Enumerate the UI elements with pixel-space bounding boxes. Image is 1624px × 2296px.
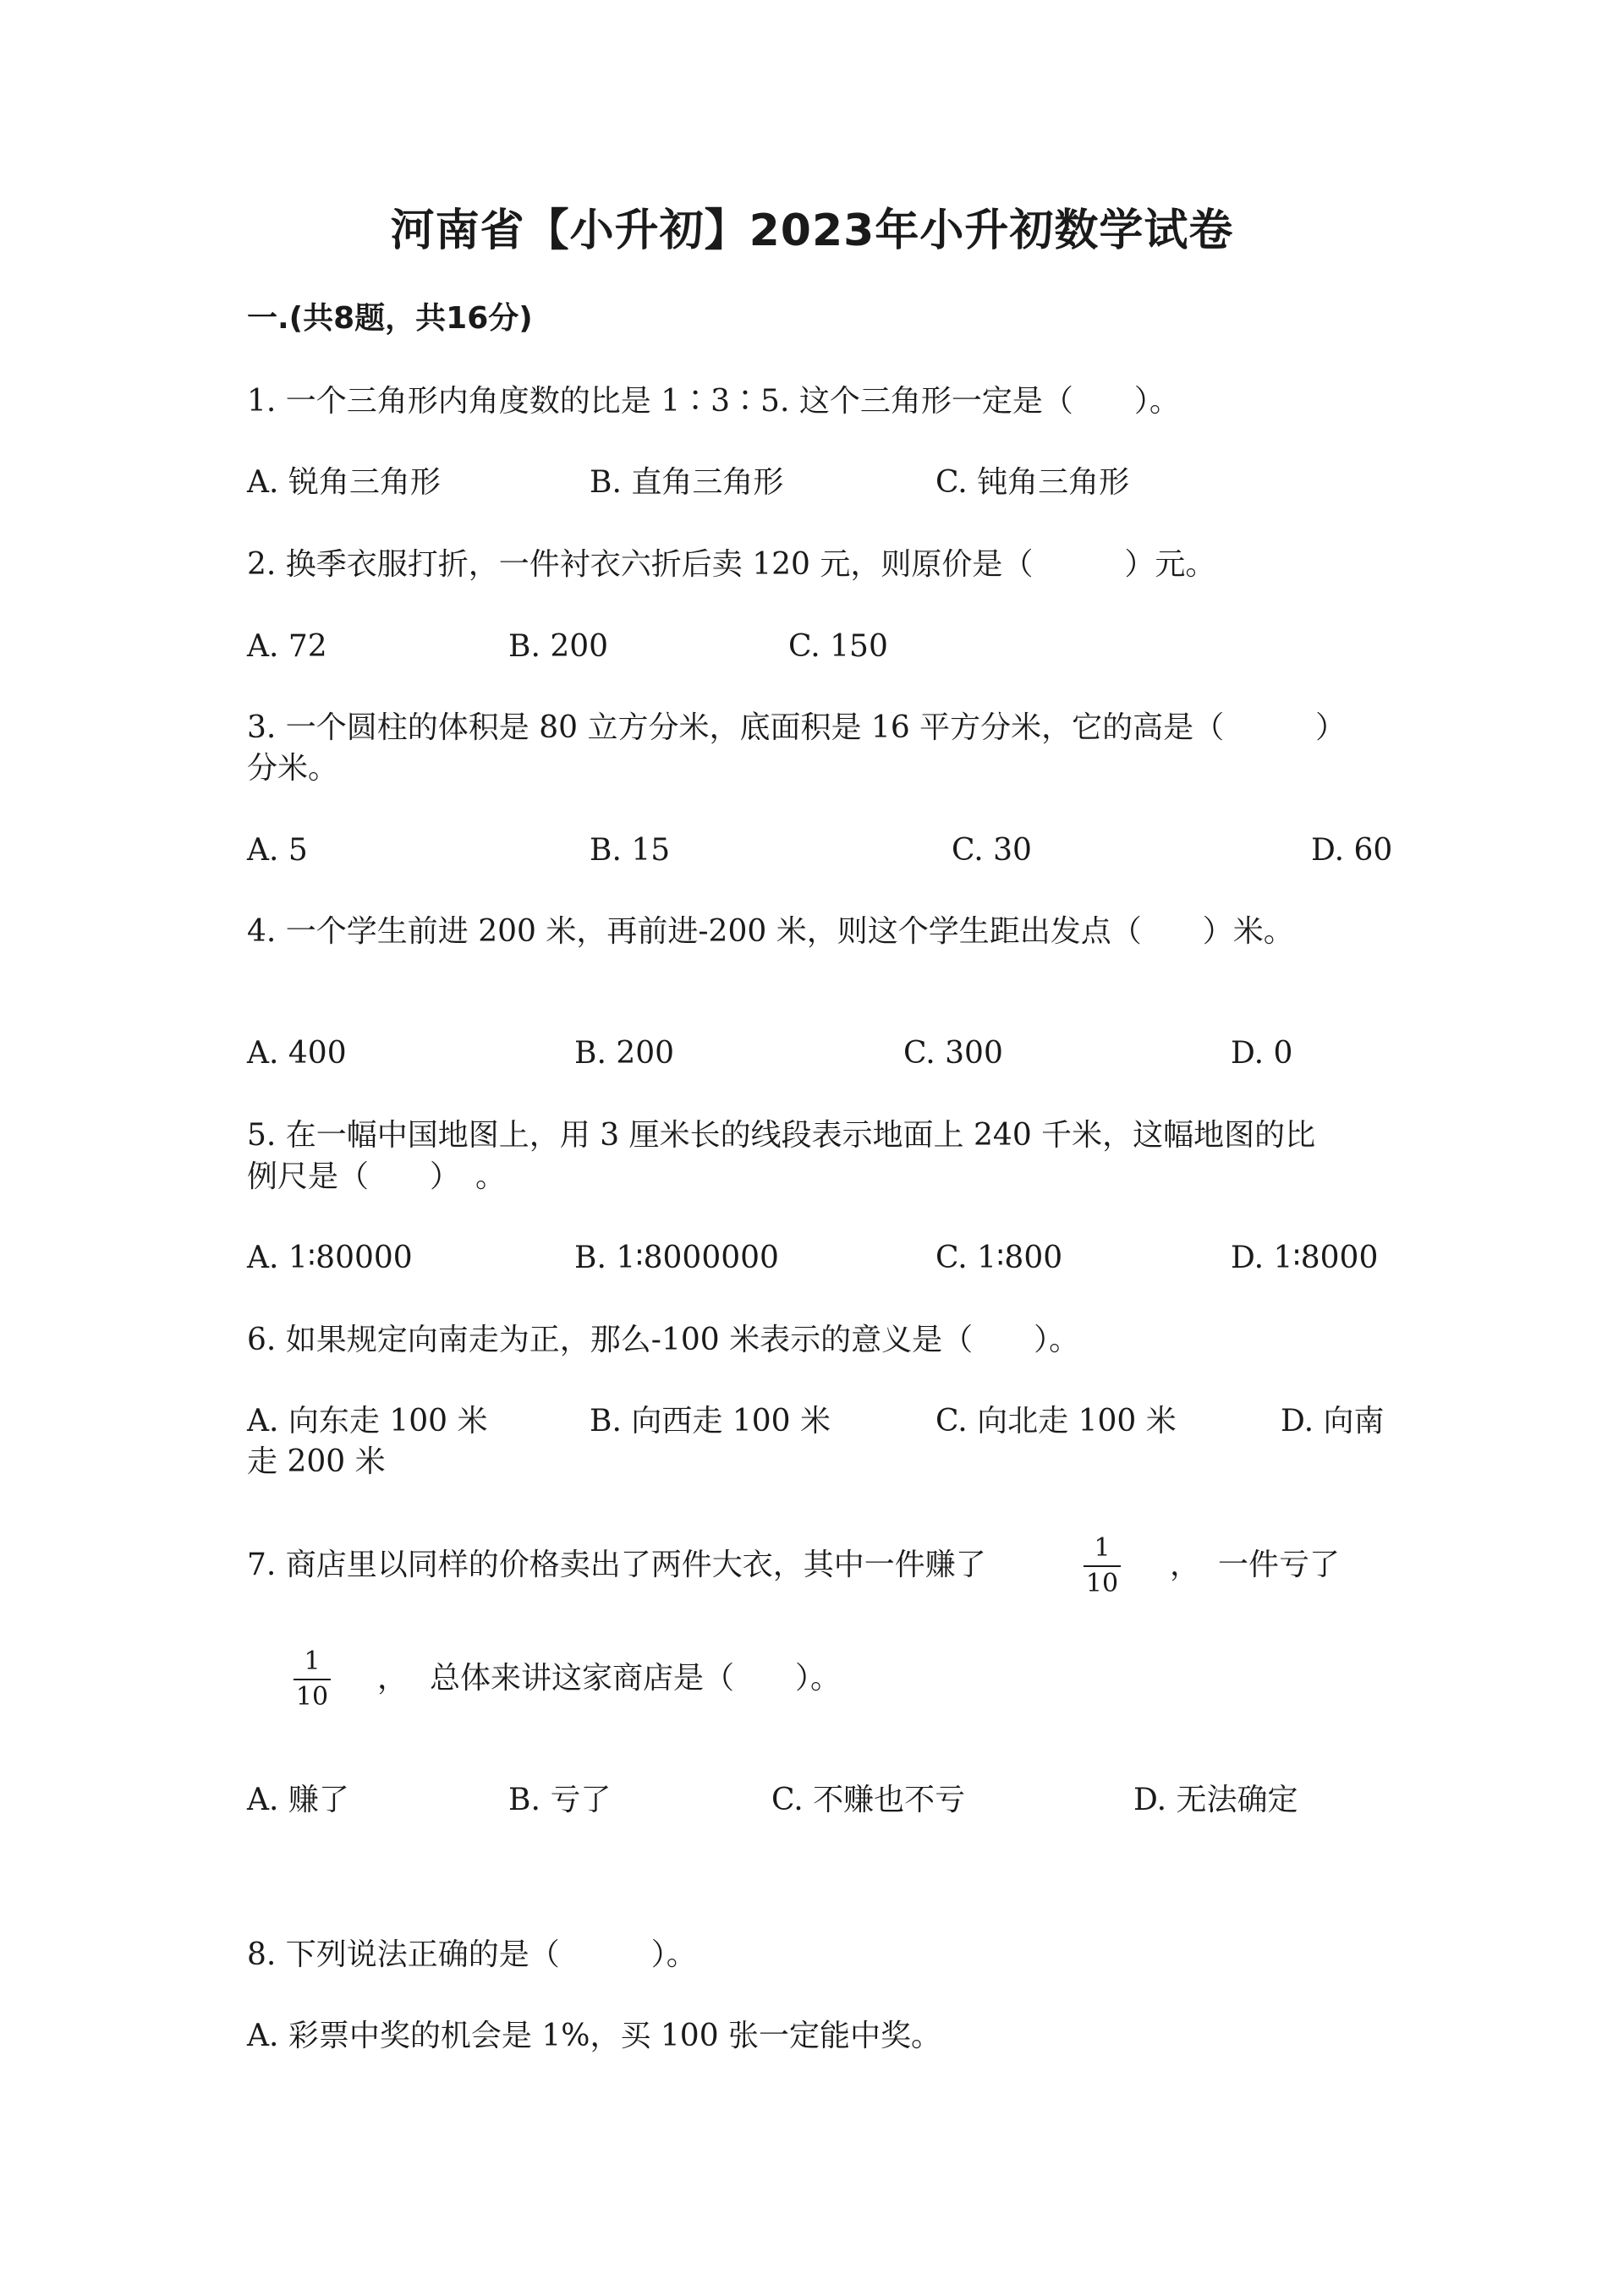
q7-option-a: A. 赚了: [247, 1783, 349, 1817]
q8-option-a: A. 彩票中奖的机会是 1%，买 100 张一定能中奖。: [247, 2019, 942, 2053]
q2-option-b: B. 200: [508, 629, 609, 664]
q2-option-c: C. 150: [788, 629, 888, 664]
question-6: 6. 如果规定向南走为正，那么-100 米表示的意义是（ ）。: [247, 1323, 1080, 1357]
q6-option-a: A. 向东走 100 米: [247, 1404, 488, 1438]
question-7-comma-2: ，: [377, 1661, 409, 1696]
q1-option-c: C. 钝角三角形: [935, 465, 1130, 500]
question-3-line-2: 分米。: [247, 751, 339, 786]
q4-option-b: B. 200: [574, 1036, 675, 1071]
fraction-denominator: 10: [1085, 1569, 1119, 1598]
q5-option-c: C. 1∶800: [935, 1241, 1063, 1275]
q1-option-b: B. 直角三角形: [590, 465, 784, 500]
q6-option-d-wrap: 走 200 米: [247, 1444, 386, 1479]
q6-option-c: C. 向北走 100 米: [935, 1404, 1177, 1438]
q6-option-b: B. 向西走 100 米: [590, 1404, 831, 1438]
question-1: 1. 一个三角形内角度数的比是 1∶3∶5. 这个三角形一定是（ ）。: [247, 384, 1180, 419]
fraction-denominator: 10: [295, 1682, 329, 1712]
q4-option-a: A. 400: [247, 1036, 347, 1071]
question-7-comma-1: ，: [1170, 1548, 1201, 1582]
question-2: 2. 换季衣服打折，一件衬衣六折后卖 120 元，则原价是（ ）元。: [247, 547, 1216, 582]
q7-option-c: C. 不赚也不亏: [771, 1783, 966, 1817]
q3-option-a: A. 5: [247, 833, 308, 868]
q3-option-b: B. 15: [590, 833, 671, 868]
q4-option-d: D. 0: [1231, 1036, 1293, 1071]
question-7-text-b: 一件亏了: [1218, 1548, 1341, 1582]
question-4: 4. 一个学生前进 200 米，再前进-200 米，则这个学生距出发点（ ）米。: [247, 914, 1294, 949]
q2-option-a: A. 72: [247, 629, 327, 664]
q5-option-d: D. 1∶8000: [1231, 1241, 1379, 1275]
fraction-bar: [1084, 1565, 1121, 1567]
question-7-text-c: 总体来讲这家商店是（ ）。: [430, 1661, 842, 1696]
question-8: 8. 下列说法正确的是（ ）。: [247, 1937, 697, 1972]
fraction-numerator: 1: [1094, 1533, 1111, 1563]
fraction-numerator: 1: [304, 1647, 321, 1676]
section-heading: 一.(共8题，共16分): [247, 301, 533, 336]
fraction-one-tenth-2: [287, 1647, 337, 1712]
q5-option-b: B. 1∶8000000: [574, 1241, 779, 1275]
question-5-line-1: 5. 在一幅中国地图上，用 3 厘米长的线段表示地面上 240 千米，这幅地图的比: [247, 1118, 1316, 1153]
q5-option-a: A. 1∶80000: [247, 1241, 413, 1275]
q3-option-d: D. 60: [1311, 833, 1393, 868]
q7-option-b: B. 亏了: [508, 1783, 612, 1817]
q3-option-c: C. 30: [952, 833, 1032, 868]
q7-option-d: D. 无法确定: [1133, 1783, 1298, 1817]
fraction-bar: [294, 1679, 331, 1680]
question-3-line-1: 3. 一个圆柱的体积是 80 立方分米，底面积是 16 平方分米，它的高是（ ）: [247, 710, 1347, 745]
q1-option-a: A. 锐角三角形: [247, 465, 441, 500]
question-5-line-2: 例尺是（ ） 。: [247, 1159, 507, 1194]
question-7-text-a: 7. 商店里以同样的价格卖出了两件大衣，其中一件赚了: [247, 1548, 986, 1582]
fraction-one-tenth: [1077, 1533, 1127, 1599]
q6-option-d: D. 向南: [1281, 1404, 1385, 1438]
page-title: 河南省【小升初】2023年小升初数学试卷: [390, 205, 1234, 256]
q4-option-c: C. 300: [903, 1036, 1003, 1071]
